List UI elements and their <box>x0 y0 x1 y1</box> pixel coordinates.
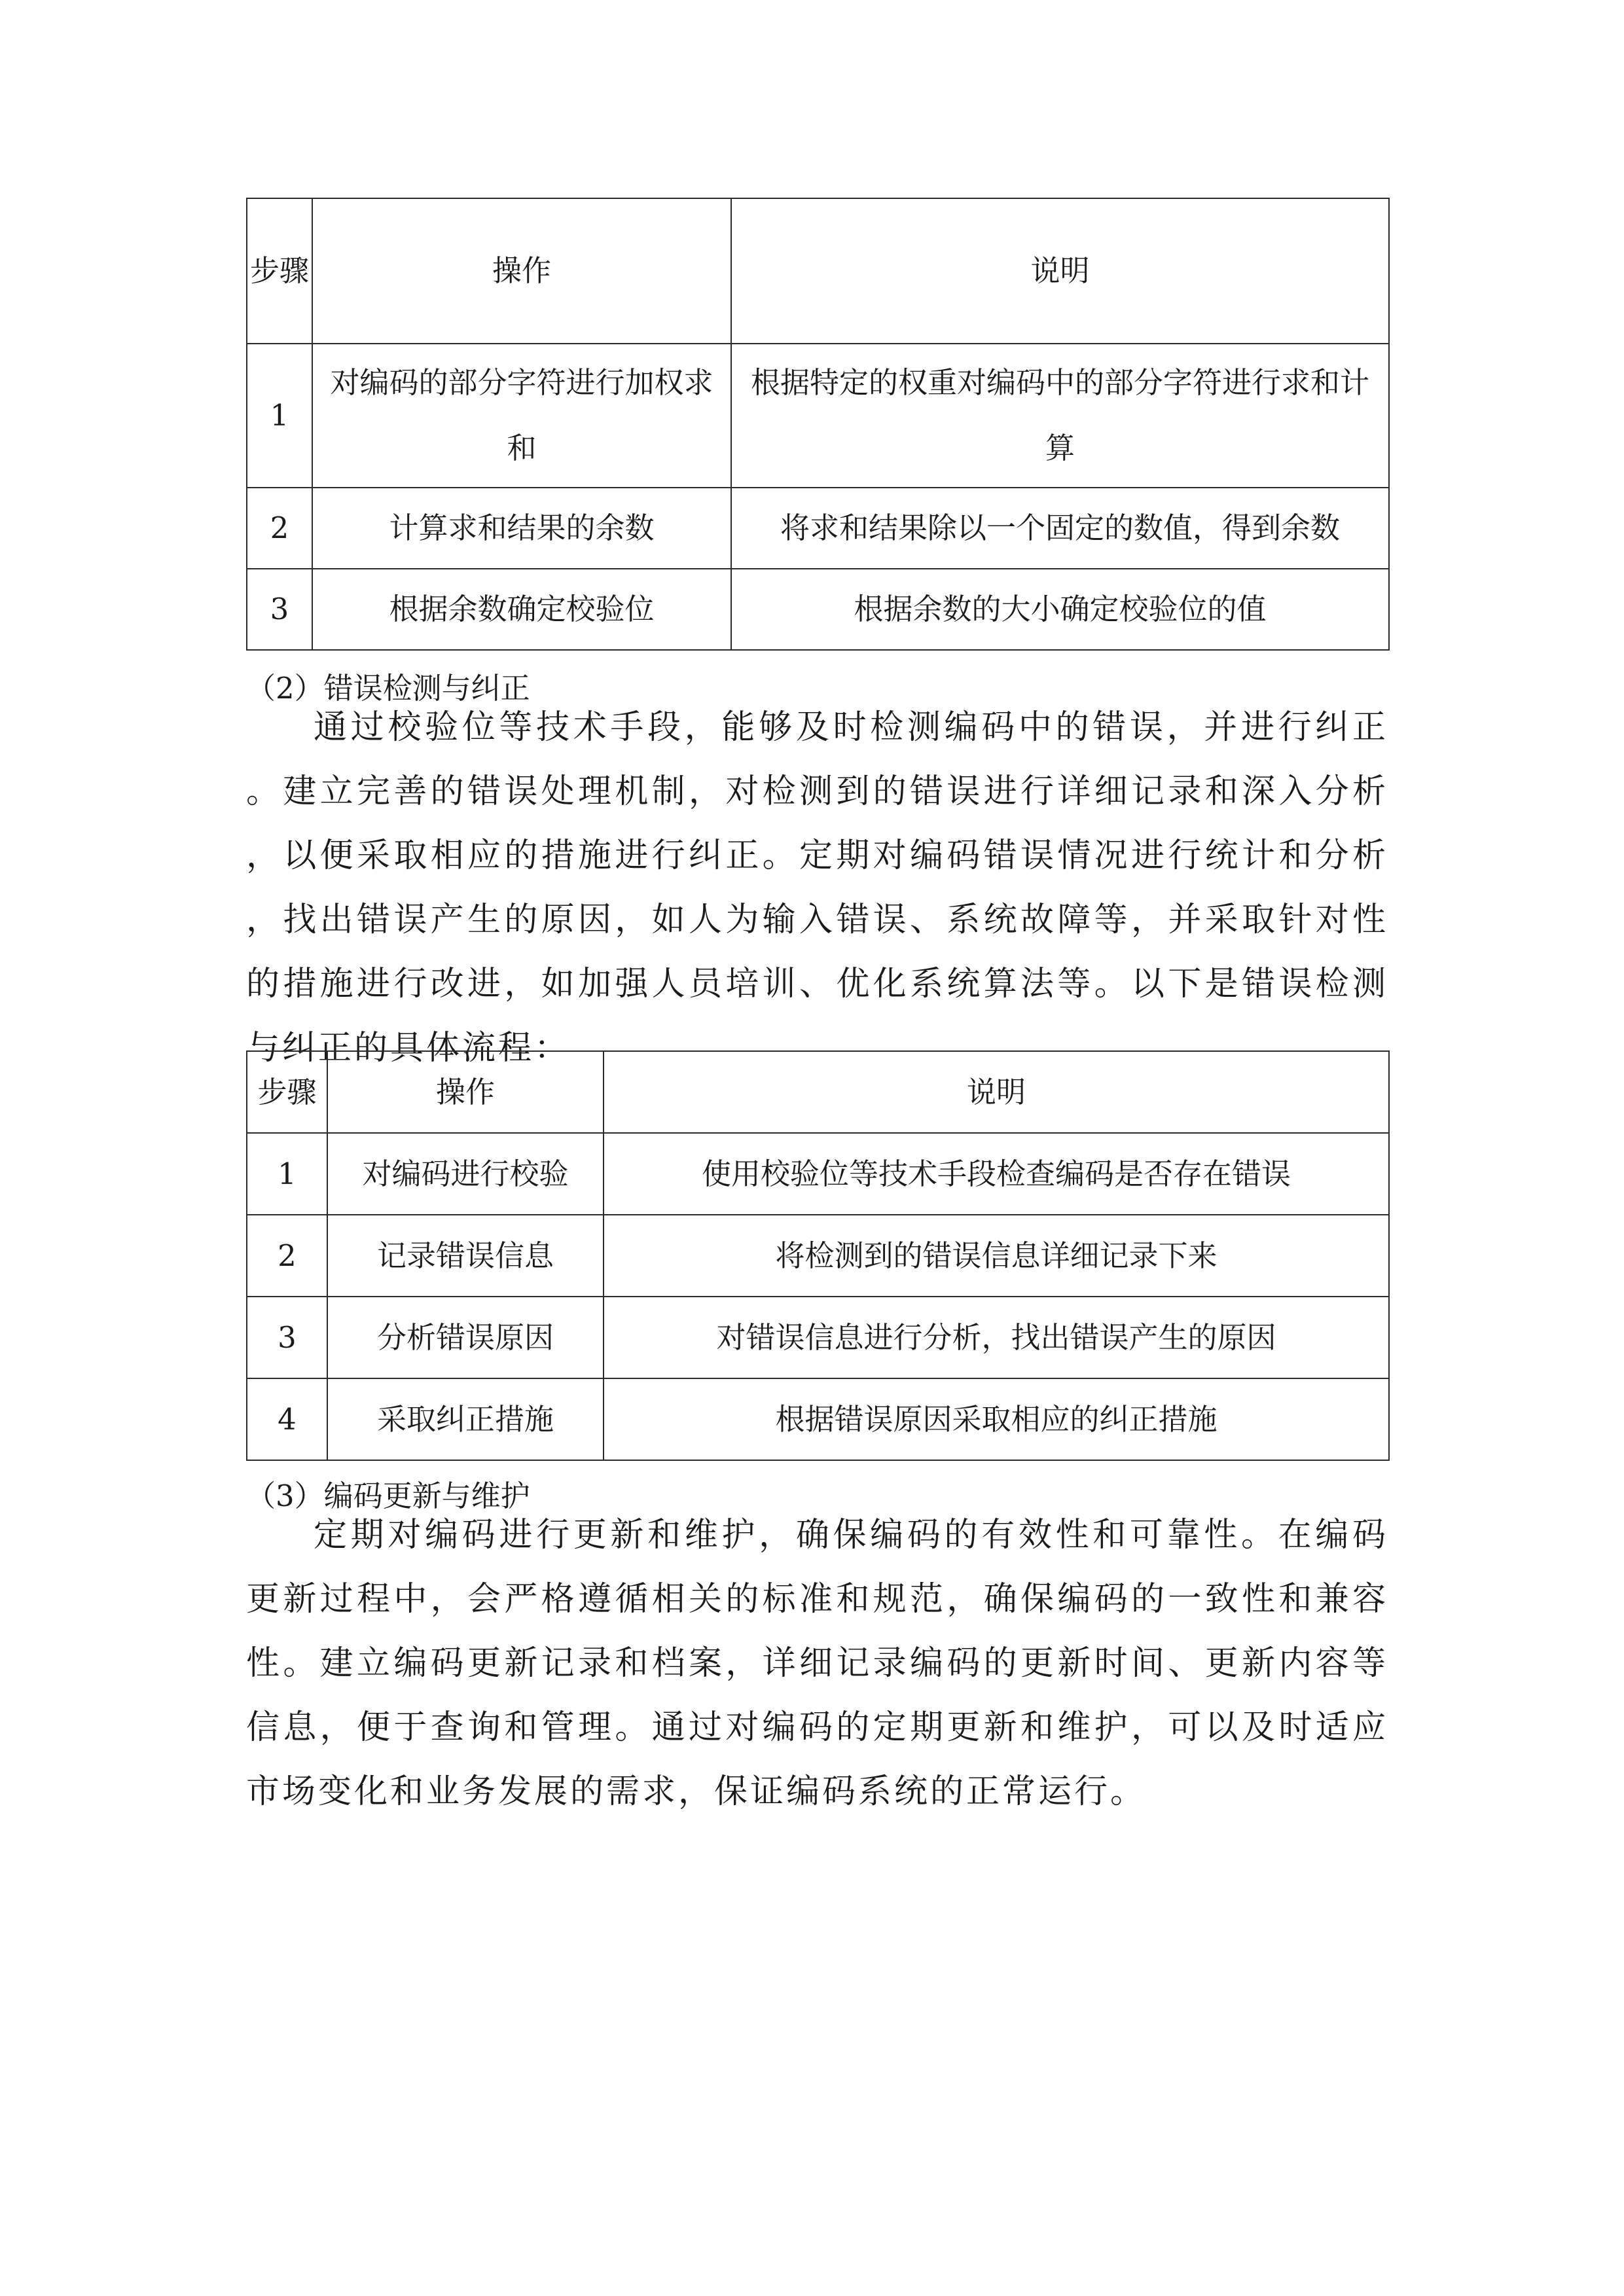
step-number: 1 <box>247 1133 327 1215</box>
operation-cell: 对编码进行校验 <box>327 1133 604 1215</box>
table-row <box>247 1297 1389 1378</box>
paragraph-error-detection: 通过校验位等技术手段，能够及时检测编码中的错误，并进行纠正。建立完善的错误处理机制，对检测到的错误进行详细记录和深入分析，以便采取相应的措施进行纠正。定期对编码错误情况进行统计和分析，找出错误产生的原因，如人为输入错误、系统故障等，并采取针对性的措施进行改进，如加强人员培训、优化系统算法等。以下是错误检测与纠正的具体流程： <box>246 708 1388 1067</box>
table-row <box>247 344 1389 488</box>
description-cell: 根据特定的权重对编码中的部分字符进行求和计算 <box>731 344 1389 488</box>
table-row <box>247 569 1389 650</box>
description-cell: 将检测到的错误信息详细记录下来 <box>604 1215 1389 1297</box>
operation-cell: 采取纠正措施 <box>327 1378 604 1460</box>
table-row <box>247 1133 1389 1215</box>
table-header-row <box>247 1051 1389 1133</box>
step-number: 2 <box>247 1215 327 1297</box>
header-description: 说明 <box>604 1051 1389 1133</box>
step-number: 3 <box>247 1297 327 1378</box>
header-operation: 操作 <box>327 1051 604 1133</box>
paragraph-code-maintenance: 定期对编码进行更新和维护，确保编码的有效性和可靠性。在编码更新过程中，会严格遵循相关的标准和规范，确保编码的一致性和兼容性。建立编码更新记录和档案，详细记录编码的更新时间、更新内容等信息，便于查询和管理。通过对编码的定期更新和维护，可以及时适应市场变化和业务发展的需求，保证编码系统的正常运行。 <box>246 1516 1388 1811</box>
header-description: 说明 <box>731 198 1389 344</box>
operation-cell: 计算求和结果的余数 <box>312 488 731 569</box>
header-step: 步骤 <box>247 1051 327 1133</box>
table-header-row <box>247 198 1389 344</box>
header-operation: 操作 <box>312 198 731 344</box>
error-correction-steps-table <box>246 1050 1390 1461</box>
table-row <box>247 1378 1389 1460</box>
step-number: 3 <box>247 569 312 650</box>
operation-cell: 根据余数确定校验位 <box>312 569 731 650</box>
operation-cell: 记录错误信息 <box>327 1215 604 1297</box>
step-number: 2 <box>247 488 312 569</box>
section-heading-code-maintenance: （3）编码更新与维护 <box>246 1479 530 1513</box>
description-cell: 使用校验位等技术手段检查编码是否存在错误 <box>604 1133 1389 1215</box>
header-step: 步骤 <box>247 198 312 344</box>
check-digit-steps-table <box>246 198 1390 651</box>
description-cell: 对错误信息进行分析，找出错误产生的原因 <box>604 1297 1389 1378</box>
section-heading-error-detection: （2）错误检测与纠正 <box>246 671 530 706</box>
step-number: 1 <box>247 344 312 488</box>
table-row <box>247 488 1389 569</box>
step-number: 4 <box>247 1378 327 1460</box>
description-cell: 根据错误原因采取相应的纠正措施 <box>604 1378 1389 1460</box>
operation-cell: 对编码的部分字符进行加权求和 <box>312 344 731 488</box>
table-row <box>247 1215 1389 1297</box>
description-cell: 将求和结果除以一个固定的数值，得到余数 <box>731 488 1389 569</box>
operation-cell: 分析错误原因 <box>327 1297 604 1378</box>
description-cell: 根据余数的大小确定校验位的值 <box>731 569 1389 650</box>
